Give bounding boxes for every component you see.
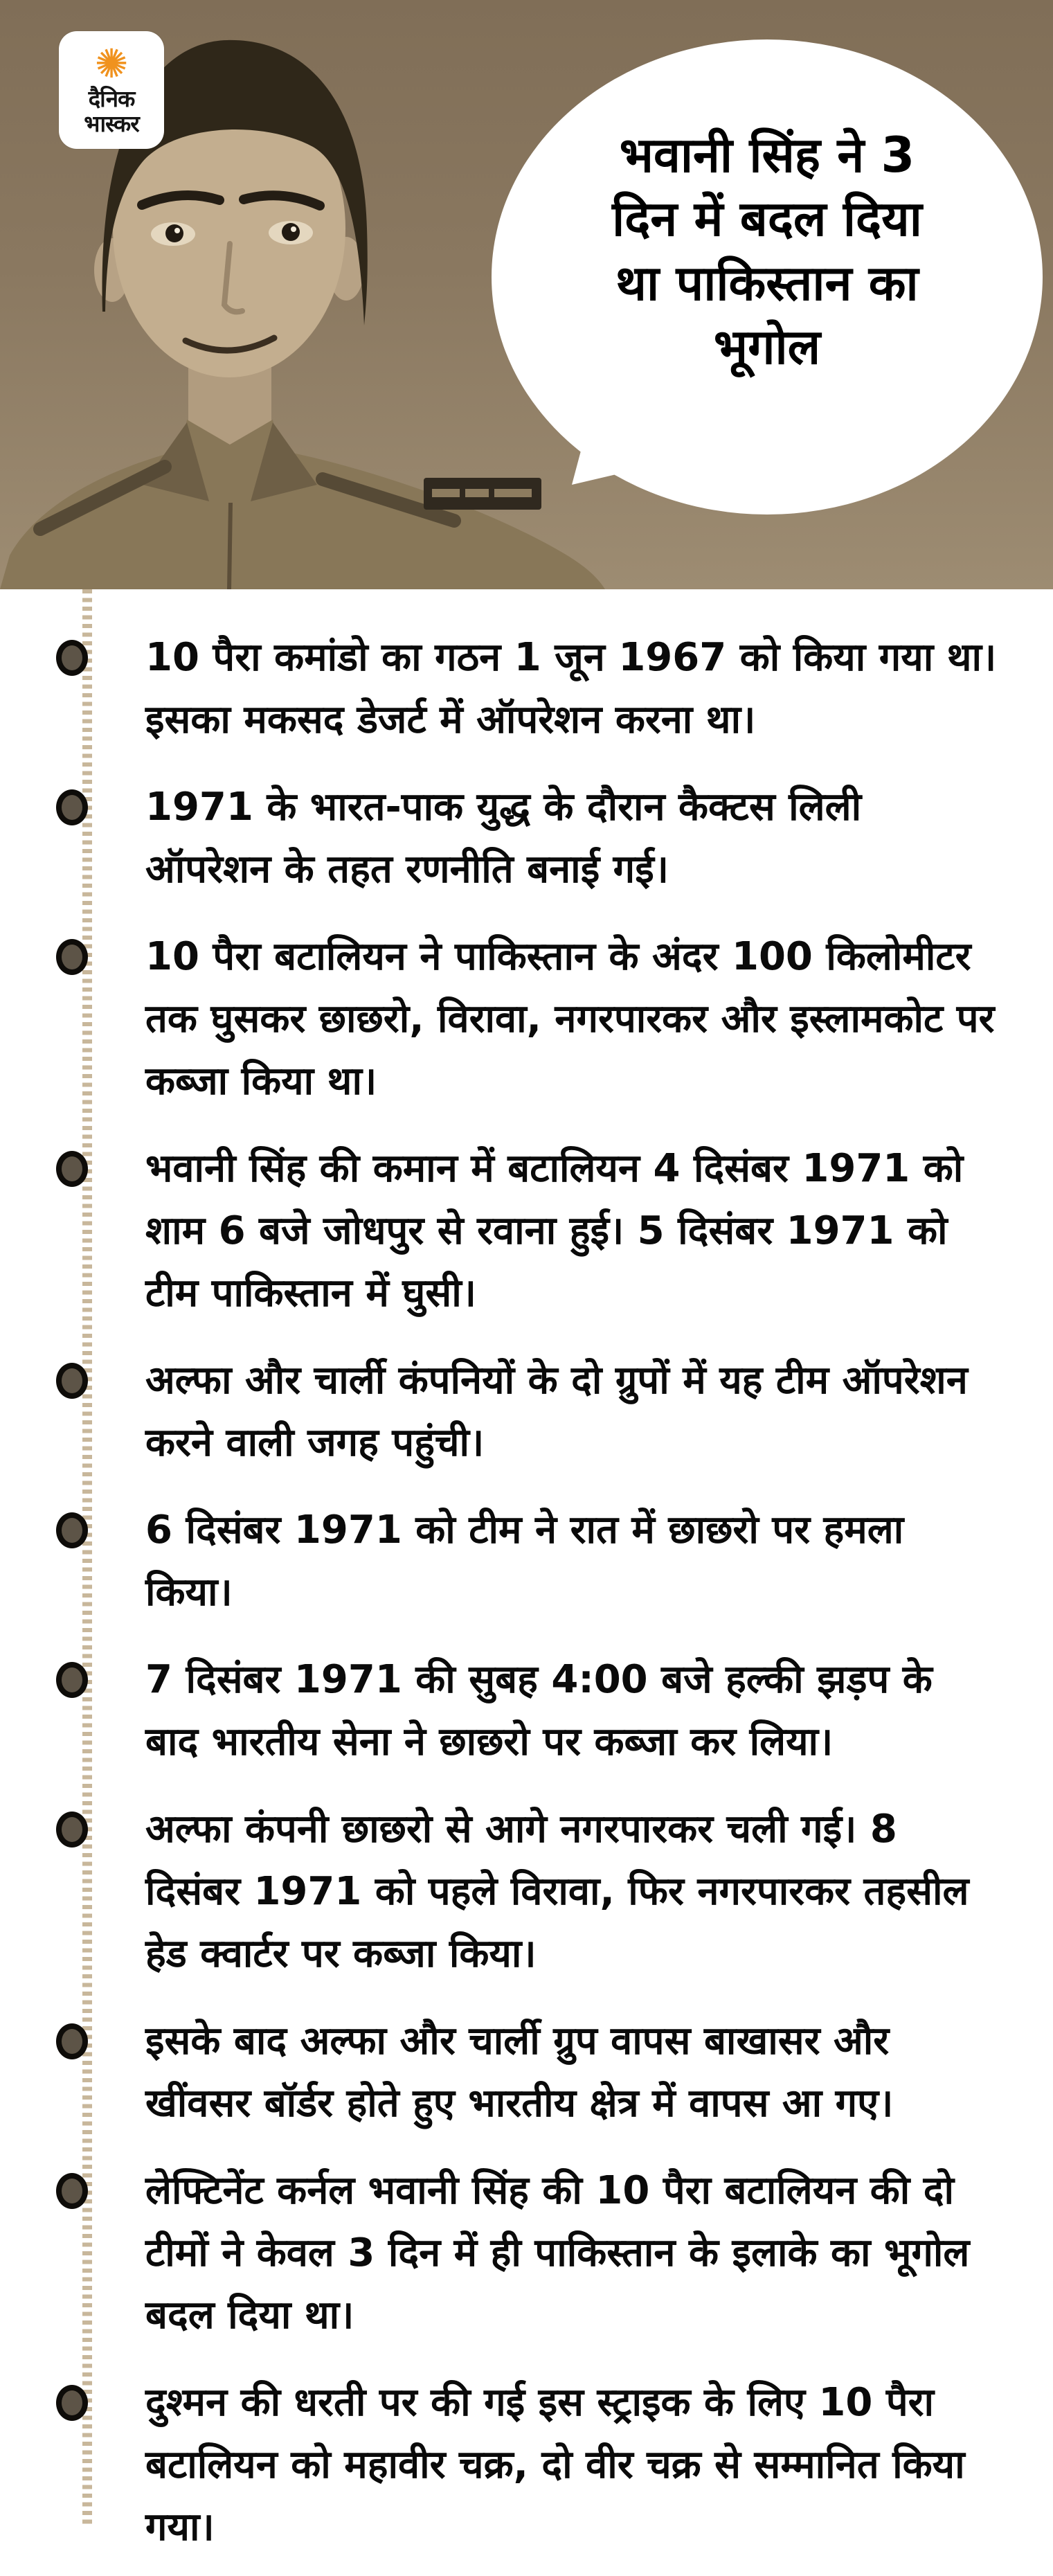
headline-line: भूगोल bbox=[713, 319, 821, 376]
fact-item bbox=[145, 627, 998, 751]
bullet-dot-icon bbox=[56, 2385, 88, 2421]
timeline-dotted-line bbox=[82, 589, 92, 2524]
logo-text-line1: दैनिक bbox=[88, 84, 135, 112]
logo-text-line2: भास्कर bbox=[84, 110, 139, 137]
fact-item bbox=[145, 926, 998, 1113]
fact-item bbox=[145, 2160, 998, 2347]
fact-text: 10 पैरा बटालियन ने पाकिस्तान के अंदर 100 किलोमीटर तक घुसकर छाछरो, विरावा, नगरपारकर और इस्लामकोट पर कब्जा किया था। bbox=[145, 934, 995, 1104]
fact-item bbox=[145, 1649, 998, 1773]
fact-text: 10 पैरा कमांडो का गठन 1 जून 1967 को किया गया था। इसका मकसद डेजर्ट में ऑपरेशन करना था। bbox=[145, 635, 997, 742]
fact-item bbox=[145, 1138, 998, 1325]
fact-text: 6 दिसंबर 1971 को टीम ने रात में छाछरो पर हमला किया। bbox=[145, 1508, 904, 1615]
fact-item bbox=[145, 776, 998, 901]
dainik-bhaskar-logo bbox=[59, 31, 164, 149]
fact-text: 1971 के भारत-पाक युद्ध के दौरान कैक्टस लिली ऑपरेशन के तहत रणनीति बनाई गई। bbox=[145, 785, 862, 892]
hero-photo bbox=[0, 0, 1053, 589]
sun-icon: ✺ bbox=[94, 39, 129, 87]
bullet-dot-icon bbox=[56, 640, 88, 676]
bullet-dot-icon bbox=[56, 2173, 88, 2209]
bullet-dot-icon bbox=[56, 1512, 88, 1548]
bullet-dot-icon bbox=[56, 2023, 88, 2059]
fact-text: लेफ्टिनेंट कर्नल भवानी सिंह की 10 पैरा बटालियन की दो टीमों ने केवल 3 दिन में ही पाकिस्तान के इलाके का भूगोल बदल दिया था। bbox=[145, 2168, 970, 2338]
bullet-dot-icon bbox=[56, 1812, 88, 1848]
bullet-dot-icon bbox=[56, 939, 88, 975]
fact-text: अल्फा और चार्ली कंपनियों के दो ग्रुपों में यह टीम ऑपरेशन करने वाली जगह पहुंची। bbox=[145, 1358, 968, 1465]
fact-text: अल्फा कंपनी छाछरो से आगे नगरपारकर चली गई। 8 दिसंबर 1971 को पहले विरावा, फिर नगरपारकर तहसील हेड क्वार्टर पर कब्जा किया। bbox=[145, 1807, 969, 1976]
fact-text: दुश्मन की धरती पर की गई इस स्ट्राइक के लिए 10 पैरा बटालियन को महावीर चक्र, दो वीर चक्र से सम्मानित किया गया। bbox=[145, 2380, 965, 2550]
fact-text: इसके बाद अल्फा और चार्ली ग्रुप वापस बाखासर और खींवसर बॉर्डर होते हुए भारतीय क्षेत्र में वापस आ गए। bbox=[145, 2019, 894, 2126]
facts-list bbox=[0, 589, 1053, 2576]
headline-line: दिन में बदल दिया bbox=[612, 190, 922, 248]
fact-item bbox=[145, 1798, 998, 1985]
fact-text: भवानी सिंह की कमान में बटालियन 4 दिसंबर 1971 को शाम 6 बजे जोधपुर से रवाना हुई। 5 दिसंबर 1971 को टीम पाकिस्तान में घुसी। bbox=[145, 1146, 964, 1316]
bullet-dot-icon bbox=[56, 1662, 88, 1698]
headline-line: था पाकिस्तान का bbox=[615, 254, 919, 312]
bullet-dot-icon bbox=[56, 789, 88, 825]
fact-item bbox=[145, 1499, 998, 1624]
fact-text: 7 दिसंबर 1971 की सुबह 4:00 बजे हल्की झड़प के बाद भारतीय सेना ने छाछरो पर कब्जा कर लिया। bbox=[145, 1657, 933, 1764]
headline bbox=[534, 123, 1000, 379]
fact-item bbox=[145, 2010, 998, 2135]
fact-item bbox=[145, 1350, 998, 1474]
fact-item bbox=[145, 2372, 998, 2559]
bullet-dot-icon bbox=[56, 1363, 88, 1399]
bullet-dot-icon bbox=[56, 1151, 88, 1187]
headline-line: भवानी सिंह ने 3 bbox=[619, 127, 915, 184]
